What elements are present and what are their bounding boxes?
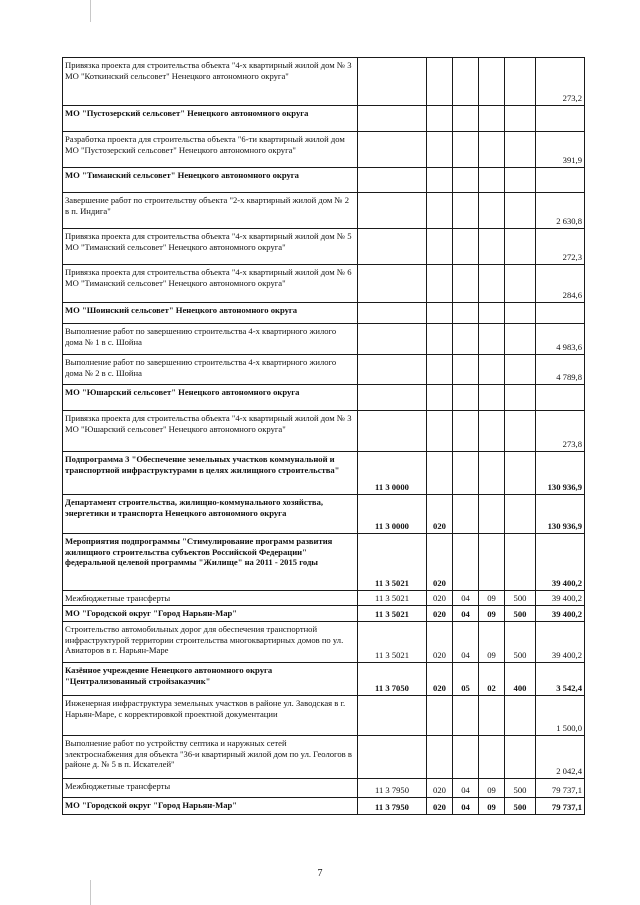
row-section [453, 696, 479, 736]
page-number: 7 [317, 868, 323, 879]
table-row [63, 385, 585, 411]
row-description: Межбюджетные трансферты [63, 779, 358, 798]
row-description: МО "Тиманский сельсовет" Ненецкого автономного округа [63, 168, 358, 193]
row-ministry-code: 020 [427, 591, 453, 606]
row-ministry-code: 020 [427, 606, 453, 622]
row-section [453, 265, 479, 303]
row-description: Разработка проекта для строительства объекта "6-ти квартирный жилой дом МО "Пустозерский сельсовет" Ненецкого автономного округа" [63, 132, 358, 168]
table-row [63, 591, 585, 606]
row-ministry-code: 020 [427, 622, 453, 663]
row-expense-type [505, 193, 536, 229]
row-amount: 4 983,6 [536, 324, 585, 355]
budget-table-sheet [62, 57, 584, 815]
row-description: Привязка проекта для строительства объекта "4-х квартирный жилой дом № 6 МО "Тиманский сельсовет" Ненецкого автономного округа" [63, 265, 358, 303]
row-subsection: 09 [479, 779, 505, 798]
row-section [453, 193, 479, 229]
row-target-article [358, 303, 427, 324]
row-amount: 39 400,2 [536, 591, 585, 606]
row-subsection [479, 106, 505, 132]
row-section [453, 411, 479, 452]
row-ministry-code [427, 736, 453, 779]
row-ministry-code [427, 385, 453, 411]
row-target-article: 11 3 5021 [358, 606, 427, 622]
table-row [63, 622, 585, 663]
row-ministry-code [427, 132, 453, 168]
row-description: Выполнение работ по устройству септика и наружных сетей электроснабжения для объекта "36-и квартирный жилой дом по ул. Геологов в районе д. № 5 в п. Искателей" [63, 736, 358, 779]
row-subsection [479, 132, 505, 168]
row-ministry-code [427, 303, 453, 324]
row-target-article: 11 3 5021 [358, 622, 427, 663]
row-expense-type [505, 736, 536, 779]
row-section [453, 168, 479, 193]
row-amount: 39 400,2 [536, 606, 585, 622]
table-row [63, 355, 585, 385]
row-section [453, 324, 479, 355]
row-amount: 39 400,2 [536, 534, 585, 591]
row-subsection [479, 452, 505, 495]
row-amount: 391,9 [536, 132, 585, 168]
row-ministry-code [427, 265, 453, 303]
row-ministry-code [427, 106, 453, 132]
row-ministry-code: 020 [427, 798, 453, 815]
row-expense-type [505, 385, 536, 411]
row-target-article [358, 736, 427, 779]
row-description: МО "Шоинский сельсовет" Ненецкого автономного округа [63, 303, 358, 324]
row-expense-type [505, 324, 536, 355]
row-section: 05 [453, 663, 479, 696]
row-section: 04 [453, 779, 479, 798]
row-description: МО "Юшарский сельсовет" Ненецкого автономного округа [63, 385, 358, 411]
row-target-article: 11 3 0000 [358, 495, 427, 534]
row-amount: 272,3 [536, 229, 585, 265]
row-ministry-code [427, 696, 453, 736]
row-section [453, 452, 479, 495]
row-description: Привязка проекта для строительства объекта "4-х квартирный жилой дом № 5 МО "Тиманский сельсовет" Ненецкого автономного округа" [63, 229, 358, 265]
table-row [63, 303, 585, 324]
row-subsection [479, 696, 505, 736]
row-target-article [358, 385, 427, 411]
row-amount: 284,6 [536, 265, 585, 303]
row-expense-type [505, 229, 536, 265]
table-row [63, 696, 585, 736]
row-expense-type: 500 [505, 779, 536, 798]
row-description: Инженерная инфраструктура земельных участков в районе ул. Заводская в г. Нарьян-Маре, с корректировкой проектной документации [63, 696, 358, 736]
row-description: МО "Пустозерский сельсовет" Ненецкого автономного округа [63, 106, 358, 132]
row-description: Межбюджетные трансферты [63, 591, 358, 606]
budget-table [62, 57, 585, 815]
row-subsection [479, 58, 505, 106]
row-target-article [358, 355, 427, 385]
table-row [63, 779, 585, 798]
row-expense-type [505, 355, 536, 385]
row-ministry-code [427, 58, 453, 106]
row-description: Казённое учреждение Ненецкого автономного округа "Централизованный стройзаказчик" [63, 663, 358, 696]
row-subsection: 09 [479, 798, 505, 815]
table-row [63, 534, 585, 591]
table-row [63, 168, 585, 193]
row-section [453, 534, 479, 591]
table-row [63, 798, 585, 815]
row-amount: 130 936,9 [536, 495, 585, 534]
row-section [453, 303, 479, 324]
row-ministry-code: 020 [427, 779, 453, 798]
row-subsection [479, 534, 505, 591]
row-subsection: 09 [479, 606, 505, 622]
row-ministry-code [427, 355, 453, 385]
scan-mark-bottom [90, 880, 91, 905]
table-row [63, 452, 585, 495]
row-expense-type [505, 132, 536, 168]
row-section [453, 132, 479, 168]
row-section [453, 229, 479, 265]
row-section: 04 [453, 606, 479, 622]
row-description: МО "Городской округ "Город Нарьян-Мар" [63, 606, 358, 622]
row-description: Выполнение работ по завершению строительства 4-х квартирного жилого дома № 2 в с. Шойна [63, 355, 358, 385]
row-section [453, 736, 479, 779]
row-expense-type [505, 411, 536, 452]
table-row [63, 58, 585, 106]
row-amount [536, 385, 585, 411]
row-subsection: 02 [479, 663, 505, 696]
row-description: Строительство автомобильных дорог для обеспечения транспортной инфраструктурой территории строительства многоквартирных домов по ул. Авиаторов в г. Нарьян-Маре [63, 622, 358, 663]
row-subsection [479, 229, 505, 265]
row-expense-type [505, 58, 536, 106]
row-expense-type: 500 [505, 622, 536, 663]
table-row [63, 193, 585, 229]
row-amount: 130 936,9 [536, 452, 585, 495]
row-amount [536, 168, 585, 193]
row-amount: 2 630,8 [536, 193, 585, 229]
row-target-article [358, 193, 427, 229]
row-target-article [358, 696, 427, 736]
row-target-article [358, 106, 427, 132]
table-row [63, 606, 585, 622]
row-ministry-code: 020 [427, 663, 453, 696]
row-expense-type [505, 534, 536, 591]
row-subsection [479, 324, 505, 355]
row-ministry-code: 020 [427, 534, 453, 591]
table-row [63, 106, 585, 132]
row-target-article [358, 132, 427, 168]
row-subsection: 09 [479, 591, 505, 606]
row-amount: 273,2 [536, 58, 585, 106]
row-target-article: 11 3 7950 [358, 798, 427, 815]
row-expense-type [505, 495, 536, 534]
row-description: Выполнение работ по завершению строительства 4-х квартирного жилого дома № 1 в с. Шойна [63, 324, 358, 355]
row-description: Завершение работ по строительству объекта "2-х квартирный жилой дом № 2 в п. Индига" [63, 193, 358, 229]
row-amount: 79 737,1 [536, 798, 585, 815]
row-target-article [358, 229, 427, 265]
row-amount: 1 500,0 [536, 696, 585, 736]
row-expense-type: 500 [505, 591, 536, 606]
table-row [63, 265, 585, 303]
row-target-article [358, 58, 427, 106]
row-expense-type: 500 [505, 798, 536, 815]
row-ministry-code [427, 452, 453, 495]
row-ministry-code [427, 168, 453, 193]
table-row [63, 132, 585, 168]
row-target-article [358, 411, 427, 452]
row-section: 04 [453, 622, 479, 663]
row-ministry-code [427, 229, 453, 265]
row-target-article [358, 324, 427, 355]
row-amount [536, 303, 585, 324]
row-expense-type [505, 303, 536, 324]
row-ministry-code [427, 324, 453, 355]
row-description: Привязка проекта для строительства объекта "4-х квартирный жилой дом № 3 МО "Коткинский сельсовет" Ненецкого автономного округа" [63, 58, 358, 106]
row-subsection: 09 [479, 622, 505, 663]
table-row [63, 411, 585, 452]
row-expense-type: 400 [505, 663, 536, 696]
row-expense-type: 500 [505, 606, 536, 622]
table-row [63, 495, 585, 534]
row-expense-type [505, 168, 536, 193]
row-expense-type [505, 696, 536, 736]
row-amount: 3 542,4 [536, 663, 585, 696]
row-expense-type [505, 106, 536, 132]
row-subsection [479, 385, 505, 411]
row-target-article: 11 3 7950 [358, 779, 427, 798]
row-ministry-code [427, 193, 453, 229]
row-subsection [479, 193, 505, 229]
row-description: Мероприятия подпрограммы "Стимулирование программ развития жилищного строительства субъектов Российской Федерации" федеральной целевой программы "Жилище" на 2011 - 2015 годы [63, 534, 358, 591]
table-row [63, 229, 585, 265]
row-section: 04 [453, 591, 479, 606]
row-expense-type [505, 265, 536, 303]
row-amount [536, 106, 585, 132]
row-subsection [479, 168, 505, 193]
row-target-article [358, 265, 427, 303]
row-description: МО "Городской округ "Город Нарьян-Мар" [63, 798, 358, 815]
row-target-article: 11 3 7050 [358, 663, 427, 696]
row-amount: 39 400,2 [536, 622, 585, 663]
row-target-article: 11 3 5021 [358, 534, 427, 591]
row-subsection [479, 411, 505, 452]
row-section [453, 355, 479, 385]
row-subsection [479, 303, 505, 324]
row-section [453, 385, 479, 411]
row-ministry-code: 020 [427, 495, 453, 534]
scan-mark-top [90, 0, 91, 22]
row-section [453, 106, 479, 132]
table-row [63, 324, 585, 355]
row-description: Подпрограмма 3 "Обеспечение земельных участков коммунальной и транспортной инфраструктурами в целях жилищного строительства" [63, 452, 358, 495]
row-subsection [479, 265, 505, 303]
row-amount: 4 789,8 [536, 355, 585, 385]
row-target-article: 11 3 0000 [358, 452, 427, 495]
row-subsection [479, 355, 505, 385]
table-row [63, 663, 585, 696]
row-section [453, 495, 479, 534]
row-target-article [358, 168, 427, 193]
row-description: Привязка проекта для строительства объекта "4-х квартирный жилой дом № 3 МО "Юшарский сельсовет" Ненецкого автономного округа" [63, 411, 358, 452]
row-target-article: 11 3 5021 [358, 591, 427, 606]
row-section: 04 [453, 798, 479, 815]
row-ministry-code [427, 411, 453, 452]
row-amount: 2 042,4 [536, 736, 585, 779]
row-amount: 79 737,1 [536, 779, 585, 798]
table-body [63, 58, 585, 815]
row-expense-type [505, 452, 536, 495]
row-subsection [479, 736, 505, 779]
row-description: Департамент строительства, жилищно-коммунального хозяйства, энергетики и транспорта Ненецкого автономного округа [63, 495, 358, 534]
table-row [63, 736, 585, 779]
row-subsection [479, 495, 505, 534]
row-section [453, 58, 479, 106]
row-amount: 273,8 [536, 411, 585, 452]
